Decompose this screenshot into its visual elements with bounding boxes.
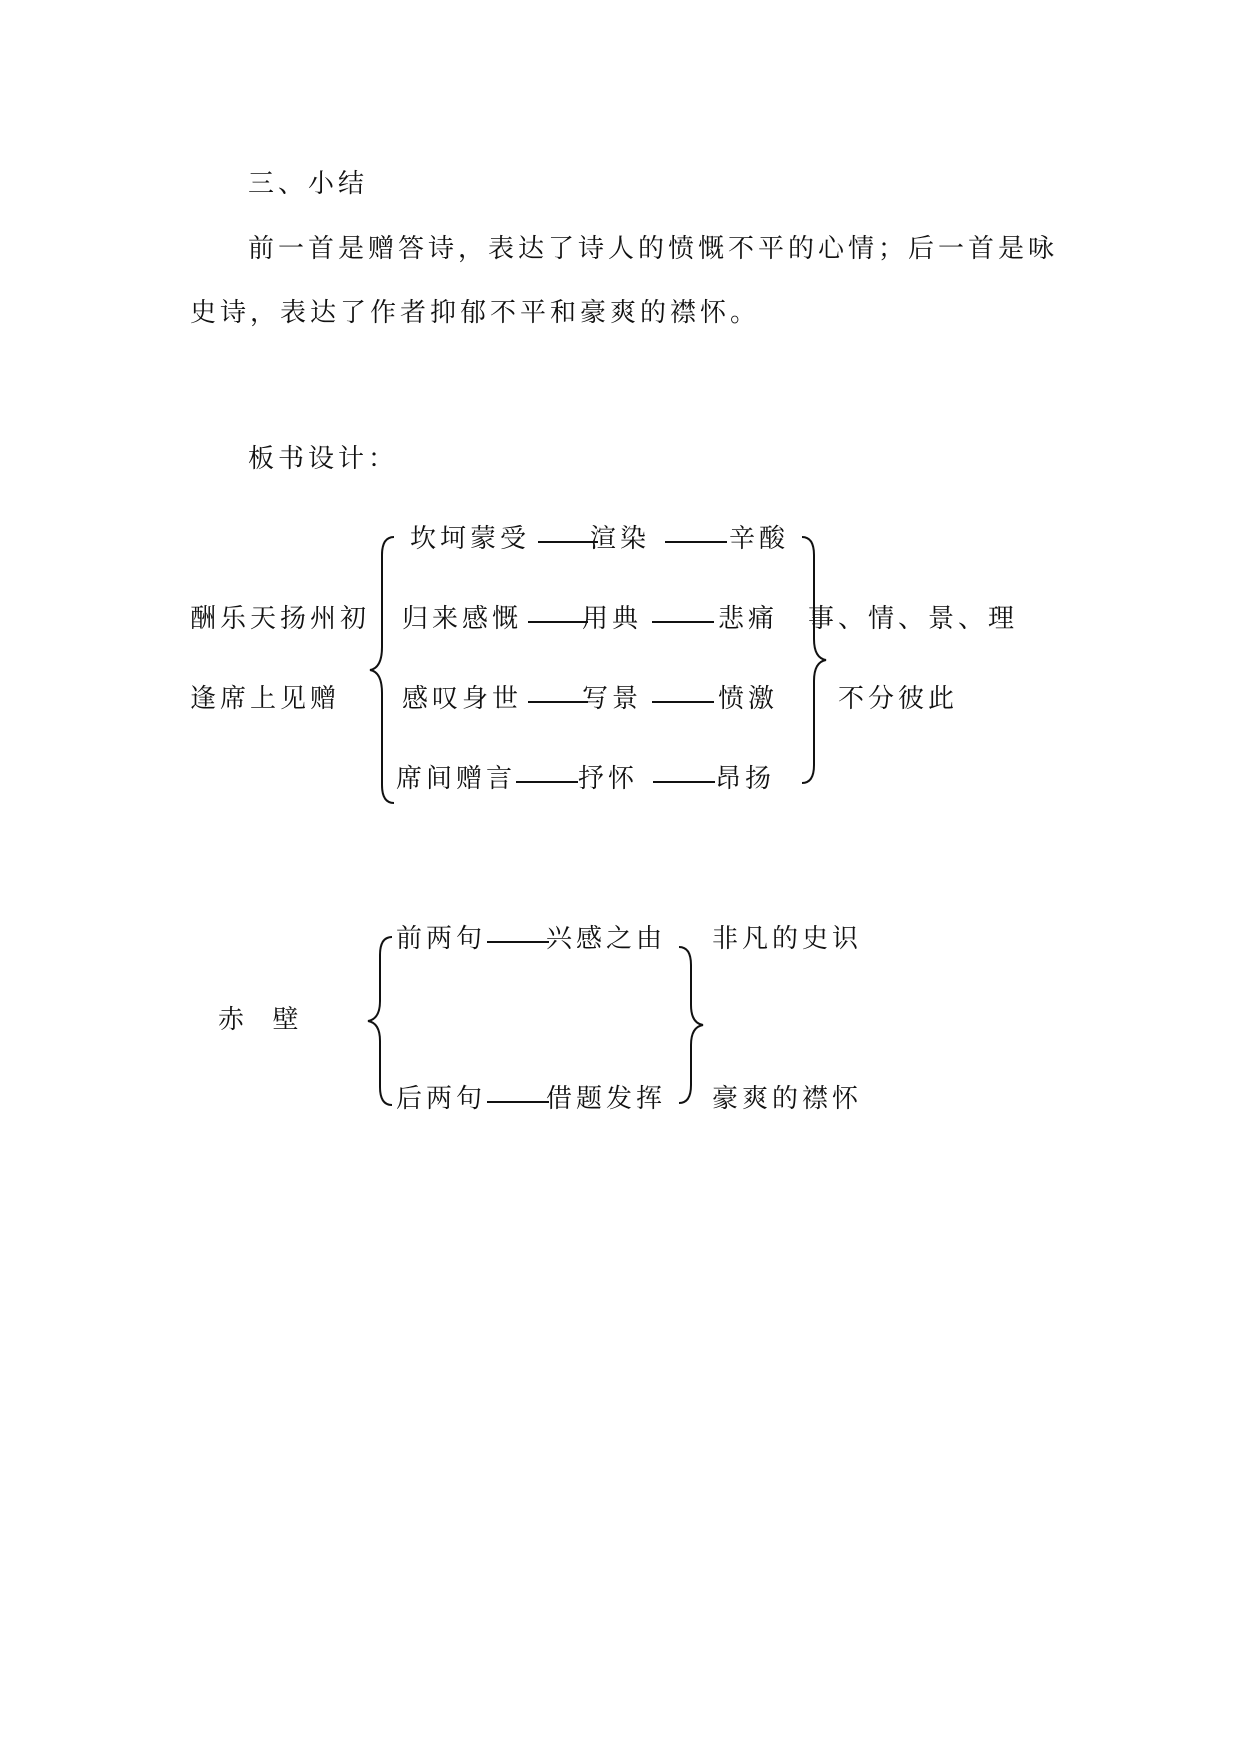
poem1-row-2-feeling: 悲痛 — [718, 604, 779, 634]
poem1-summary-line-2: 不分彼此 — [838, 684, 959, 714]
poem1-row-2-stage: 归来感慨 — [402, 604, 523, 634]
poem2-title: 赤 壁 — [218, 1005, 303, 1035]
poem1-title-line-1: 酬乐天扬州初 — [190, 604, 371, 634]
poem1-row-4-stage: 席间赠言 — [396, 764, 517, 794]
poem1-row-4-feeling: 昂扬 — [715, 764, 776, 794]
poem1-row-4-method: 抒怀 — [578, 764, 639, 794]
poem1-row-3-stage: 感叹身世 — [402, 684, 523, 714]
poem1-row-2-method: 用典 — [582, 604, 643, 634]
poem1-row-1-connector-a — [538, 541, 598, 543]
poem2-row-1-connector — [487, 941, 549, 943]
poem1-row-4-connector-b — [653, 781, 715, 783]
poem1-row-3-connector-b — [652, 701, 714, 703]
poem2-row-2-part: 后两句 — [396, 1084, 487, 1114]
poem1-row-2-connector-b — [652, 621, 714, 623]
poem1-left-brace — [368, 535, 398, 805]
section-heading-summary: 三、小结 — [248, 169, 369, 199]
poem2-summary-line-1: 非凡的史识 — [712, 924, 863, 954]
poem1-row-1-feeling: 辛酸 — [729, 524, 790, 554]
poem1-row-1-connector-b — [665, 541, 727, 543]
poem2-row-1-role: 兴感之由 — [546, 924, 667, 954]
poem2-row-1-part: 前两句 — [396, 924, 487, 954]
poem2-left-brace — [366, 935, 396, 1107]
poem1-row-4-connector-a — [516, 781, 578, 783]
poem1-title-line-2: 逢席上见赠 — [190, 684, 341, 714]
poem1-row-1-stage: 坎坷蒙受 — [410, 524, 531, 554]
poem2-row-2-connector — [487, 1101, 549, 1103]
summary-paragraph-line-1: 前一首是赠答诗，表达了诗人的愤慨不平的心情；后一首是咏 — [248, 234, 1059, 264]
summary-paragraph-line-2: 史诗，表达了作者抑郁不平和豪爽的襟怀。 — [190, 298, 761, 328]
poem2-summary-line-2: 豪爽的襟怀 — [712, 1084, 863, 1114]
board-design-heading: 板书设计： — [248, 444, 399, 474]
poem1-summary-line-1: 事、情、景、理 — [808, 604, 1019, 634]
poem2-row-2-role: 借题发挥 — [546, 1084, 667, 1114]
poem1-row-1-method: 渲染 — [590, 524, 651, 554]
poem1-row-2-connector-a — [528, 621, 588, 623]
poem1-row-3-feeling: 愤激 — [718, 684, 779, 714]
poem1-row-3-method: 写景 — [582, 684, 643, 714]
poem1-right-brace — [800, 535, 830, 785]
poem1-row-3-connector-a — [528, 701, 588, 703]
poem2-right-brace — [677, 945, 707, 1105]
